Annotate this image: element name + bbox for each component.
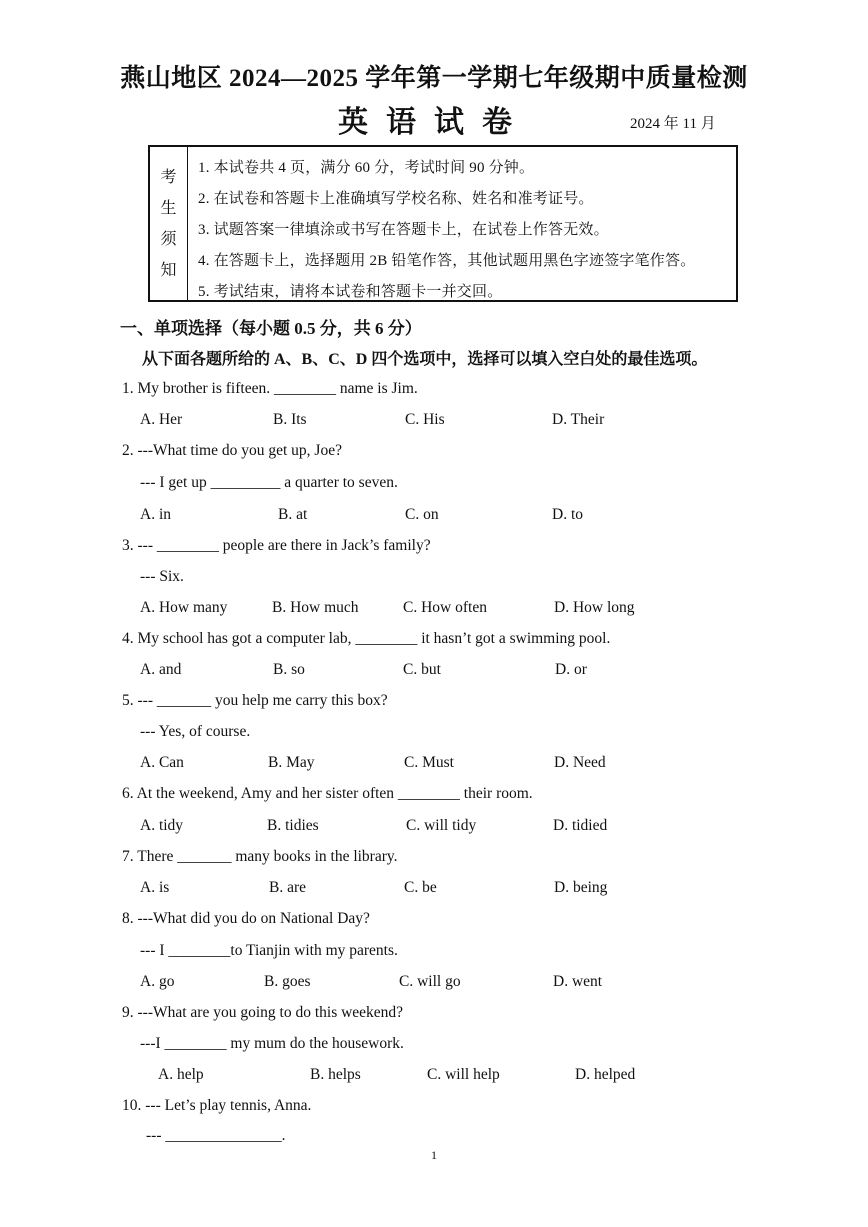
option-b: B. are xyxy=(269,879,307,896)
option-c: C. but xyxy=(403,661,441,678)
option-b: B. How much xyxy=(272,599,359,616)
notice-items xyxy=(198,153,732,308)
notice-item: 5. 考试结束，请将本试卷和答题卡一并交回。 xyxy=(198,284,503,300)
option-b: B. at xyxy=(278,506,308,523)
notice-box xyxy=(148,145,738,302)
option-d: D. tidied xyxy=(553,817,608,834)
notice-item: 1. 本试卷共 4 页，满分 60 分，考试时间 90 分钟。 xyxy=(198,160,535,176)
notice-label-char: 生 xyxy=(160,199,177,217)
option-a: A. help xyxy=(158,1066,204,1083)
question-stem: 2. ---What time do you get up, Joe? xyxy=(122,442,342,459)
page-number: 1 xyxy=(431,1148,437,1162)
option-c: C. How often xyxy=(403,599,487,616)
exam-subtitle: 英语试卷 xyxy=(338,106,530,139)
option-c: C. His xyxy=(405,411,445,428)
question-reply: --- Yes, of course. xyxy=(140,723,251,740)
question-reply: ---I ________ my mum do the housework. xyxy=(140,1035,404,1052)
exam-title: 燕山地区 2024—2025 学年第一学期七年级期中质量检测 xyxy=(120,65,748,92)
option-a: A. Can xyxy=(140,754,184,771)
question-stem: 5. --- _______ you help me carry this box? xyxy=(122,692,388,709)
option-b: B. so xyxy=(273,661,305,678)
question-stem: 9. ---What are you going to do this weekend? xyxy=(122,1004,404,1021)
question-reply: --- I get up _________ a quarter to seven. xyxy=(140,474,398,491)
notice-label-char: 知 xyxy=(160,261,177,279)
section-instruction: 从下面各题所给的 A、B、C、D 四个选项中，选择可以填入空白处的最佳选项。 xyxy=(142,351,708,368)
option-d: D. being xyxy=(554,879,608,896)
question-stem: 4. My school has got a computer lab, ________ it hasn’t got a swimming pool. xyxy=(122,630,611,647)
option-a: A. How many xyxy=(140,599,228,616)
notice-item: 3. 试题答案一律填涂或书写在答题卡上，在试卷上作答无效。 xyxy=(198,222,609,238)
option-d: D. Their xyxy=(552,411,605,428)
exam-date: 2024 年 11 月 xyxy=(630,116,716,132)
option-c: C. on xyxy=(405,506,439,523)
option-c: C. Must xyxy=(404,754,454,771)
notice-item: 4. 在答题卡上，选择题用 2B 铅笔作答，其他试题用黑色字迹签字笔作答。 xyxy=(198,253,696,269)
question-reply: --- I ________to Tianjin with my parents. xyxy=(140,942,398,959)
option-d: D. helped xyxy=(575,1066,636,1083)
option-b: B. tidies xyxy=(267,817,319,834)
option-c: C. will tidy xyxy=(406,817,477,834)
option-a: A. and xyxy=(140,661,182,678)
option-a: A. Her xyxy=(140,411,183,428)
option-d: D. Need xyxy=(554,754,606,771)
option-c: C. be xyxy=(404,879,437,896)
option-b: B. Its xyxy=(273,411,307,428)
option-d: D. or xyxy=(555,661,587,678)
notice-item: 2. 在试卷和答题卡上准确填写学校名称、姓名和准考证号。 xyxy=(198,191,594,207)
option-a: A. is xyxy=(140,879,170,896)
option-b: B. May xyxy=(268,754,315,771)
option-d: D. went xyxy=(553,973,603,990)
question-stem: 8. ---What did you do on National Day? xyxy=(122,910,370,927)
option-c: C. will help xyxy=(427,1066,500,1083)
option-a: A. go xyxy=(140,973,175,990)
question-reply: --- _______________. xyxy=(146,1127,286,1144)
option-a: A. tidy xyxy=(140,817,184,834)
question-stem: 6. At the weekend, Amy and her sister often ________ their room. xyxy=(122,785,533,802)
option-d: D. How long xyxy=(554,599,635,616)
notice-label-char: 考 xyxy=(160,168,177,186)
notice-label-char: 须 xyxy=(160,230,177,248)
option-b: B. goes xyxy=(264,973,311,990)
option-a: A. in xyxy=(140,506,171,523)
option-c: C. will go xyxy=(399,973,461,990)
option-d: D. to xyxy=(552,506,583,523)
question-stem: 7. There _______ many books in the library. xyxy=(122,848,398,865)
section-heading: 一、单项选择（每小题 0.5 分，共 6 分） xyxy=(120,319,422,338)
option-b: B. helps xyxy=(310,1066,361,1083)
question-stem: 10. --- Let’s play tennis, Anna. xyxy=(122,1097,312,1114)
question-stem: 1. My brother is fifteen. ________ name is Jim. xyxy=(122,380,418,397)
question-stem: 3. --- ________ people are there in Jack’s family? xyxy=(122,537,431,554)
notice-label xyxy=(150,147,188,300)
question-reply: --- Six. xyxy=(140,568,184,585)
